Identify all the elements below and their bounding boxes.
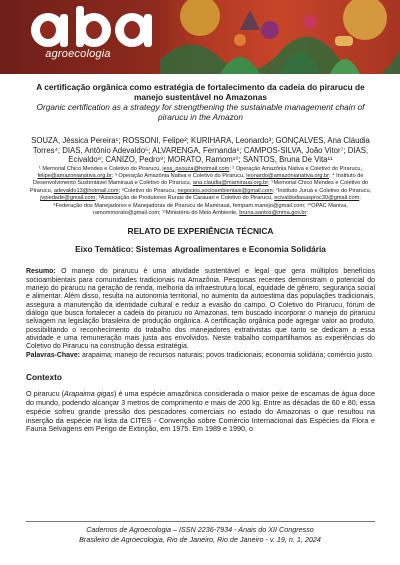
paragraph-rest: ) é uma espécie amazônica considerada o maior peixe de escamas de água doce do mundo, podendo alcançar 3 metros de comprimento e mais de 200 kg. Entre as décadas de 60 e 80, essa espécie sofreu grande pressão dos pescadores comerciais no estado do Amazonas o que resultou na inserção da espécie na lista da CITES - Convenção sobre Comércio Internacional das Espécies da Flora e Fauna Selvagens em Perigo de Extinção, em 1975. Em 1989 e 1990, o bbox=[26, 389, 375, 434]
header-banner bbox=[0, 0, 400, 74]
paper-title: A certificação orgânica como estratégia de fortalecimento da cadeia do pirarucu de manejo sustentável no Amazonas bbox=[36, 82, 365, 102]
affiliation-text: ; ⁴ Instituto de Desenvolvimento Sustentável Mamirauá e Coletivo do Pirarucu, bbox=[32, 172, 364, 187]
affiliation-text: ; bbox=[306, 209, 308, 216]
aba-logo bbox=[20, 6, 170, 70]
affiliation-text: ; ⁸Associação de Produtores Rurais de Carauari e Coletivo do Pirarucu, bbox=[95, 195, 275, 202]
affiliation-text: ; ⁷Instituto Juruá e Coletivo do Pirarucu, bbox=[272, 187, 372, 194]
abstract-label: Resumo: bbox=[26, 268, 56, 276]
affiliation-text: ; ⁶Coletivo do Pirarucu, bbox=[118, 187, 178, 194]
paragraph-start: O pirarucu ( bbox=[26, 389, 65, 399]
affiliation-text: ; ³ Operação Amazônia Nativa e Coletivo do Pirarucu, bbox=[111, 172, 247, 179]
footer-line-1: Cadernos de Agroecologia – ISSN 2236-7934 - Anais do XII Congresso bbox=[86, 525, 314, 534]
footer-line-2: Brasileiro de Agroecologia, Rio de Janeiro, Rio de Janeiro - v. 19, n. 1, 2024 bbox=[79, 534, 321, 544]
affiliation-text: ; ⁹Federação dos Manejadores e Manejadoras de Pirarucu de Mamirauá, fempam.manejo@gmail.com; ¹⁰OPAC Maniva, ramommorato@gmail.com; ¹¹Ministério do Meio Ambiente, bbox=[53, 195, 361, 216]
report-type: RELATO DE EXPERIÊNCIA TÉCNICA bbox=[127, 226, 274, 237]
affiliation-email: jess_psouza@hotmail.com bbox=[162, 165, 230, 172]
affiliation-email: ana.claudia@mamiraua.org.br bbox=[192, 180, 269, 187]
affiliation-text: ¹ Memorial Chico Mendes e Coletivo do Pirarucu, bbox=[38, 165, 163, 172]
affiliation-email: leonardo@amazonianativa.org.br bbox=[246, 172, 330, 179]
thematic-axis: Eixo Temático: Sistemas Agroalimentares e Economia Solidária bbox=[75, 244, 326, 255]
keywords-label: Palavras-Chave: bbox=[26, 351, 80, 359]
decorative-artwork bbox=[160, 0, 400, 74]
affiliation-text: ; ⁵Memorial Chico Mendes e Coletivo do Pirarucu, bbox=[29, 180, 369, 194]
abstract bbox=[26, 268, 375, 360]
footer-divider bbox=[26, 521, 375, 522]
affiliation-email: jvpiedade@gmail.com bbox=[40, 195, 96, 202]
affiliations bbox=[26, 166, 375, 218]
keywords-text: arapaima; manejo de recursos naturais; povos tradicionais; economia solidária; comércio justo. bbox=[81, 351, 374, 359]
section-paragraph bbox=[26, 390, 375, 434]
page-footer bbox=[0, 525, 400, 544]
section-heading: Contexto bbox=[26, 372, 62, 383]
abstract-text: O manejo do pirarucu é uma atividade sustentável e legal que gera múltiplos benefícios socioambientais para comunidades tradicionais na Amazônia. Pesquisas recentes demonstram o potencial do manejo do pirarucu na geração de renda, melhoria da infraestrutura local, equidade de gênero, segurança social e alimentar. Além disso, resulta na autonomia territorial, no aumento da autoestima das populações tradicionais, assegura a manutenção da identidade cultural e reduz a evasão do campo. O Coletivo do Pirarucu, fórum de diálogo que busca fortalecer a cadeia do pirarucu no Amazonas, tem buscado incorporar o manejo do pirarucu selvagem na legislação brasileira de produção orgânica. A certificação orgânica pode agregar valor ao produto, possibilitando o reconhecimento do trabalho dos manejadores extrativistas que tanto se dedicam a essa atividade e uma remuneração mais justa aos envolvidos. Neste trabalho compartilhamos as experiências do Coletivo do Pirarucu na construção dessa estratégia. bbox=[26, 268, 375, 351]
affiliation-email: ecivaldodiasasproc30@gmail.com bbox=[274, 195, 360, 202]
affiliation-email: adevaldo13@hotmail.com bbox=[53, 187, 119, 194]
species-name: Arapaima gigas bbox=[64, 389, 115, 399]
paper-body bbox=[26, 82, 375, 434]
author-list: SOUZA, Jéssica Pereira¹; ROSSONI, Felipe²; KURIHARA, Leonardo³; GONÇALVES, Ana Cláudia Torres⁴; DIAS, Antônio Adevaldo⁵; ALVARENGA, Fernanda⁶; CAMPOS-SILVA, João Vitor⁷; DIAS, Ecivaldo⁸; CANIZO, Pedro⁹; MORATO, Ramom¹⁰; SANTOS, Bruna De Vita¹¹ bbox=[31, 136, 370, 164]
affiliation-email: felipe@amazonianativa.org.br bbox=[37, 172, 112, 179]
affiliation-text: ; ² Operação Amazônia Nativa e Coletivo do Pirarucu, bbox=[229, 165, 363, 172]
affiliation-email: bruna.santos@mma.gov.br bbox=[239, 209, 307, 216]
affiliation-email: negocios.socioambientais@gmail.com bbox=[177, 187, 273, 194]
paper-subtitle: Organic certification as a strategy for strengthening the sustainable management chain of pirarucu in the Amazon bbox=[36, 102, 365, 122]
logo-subtitle: agroecologia bbox=[45, 48, 111, 60]
